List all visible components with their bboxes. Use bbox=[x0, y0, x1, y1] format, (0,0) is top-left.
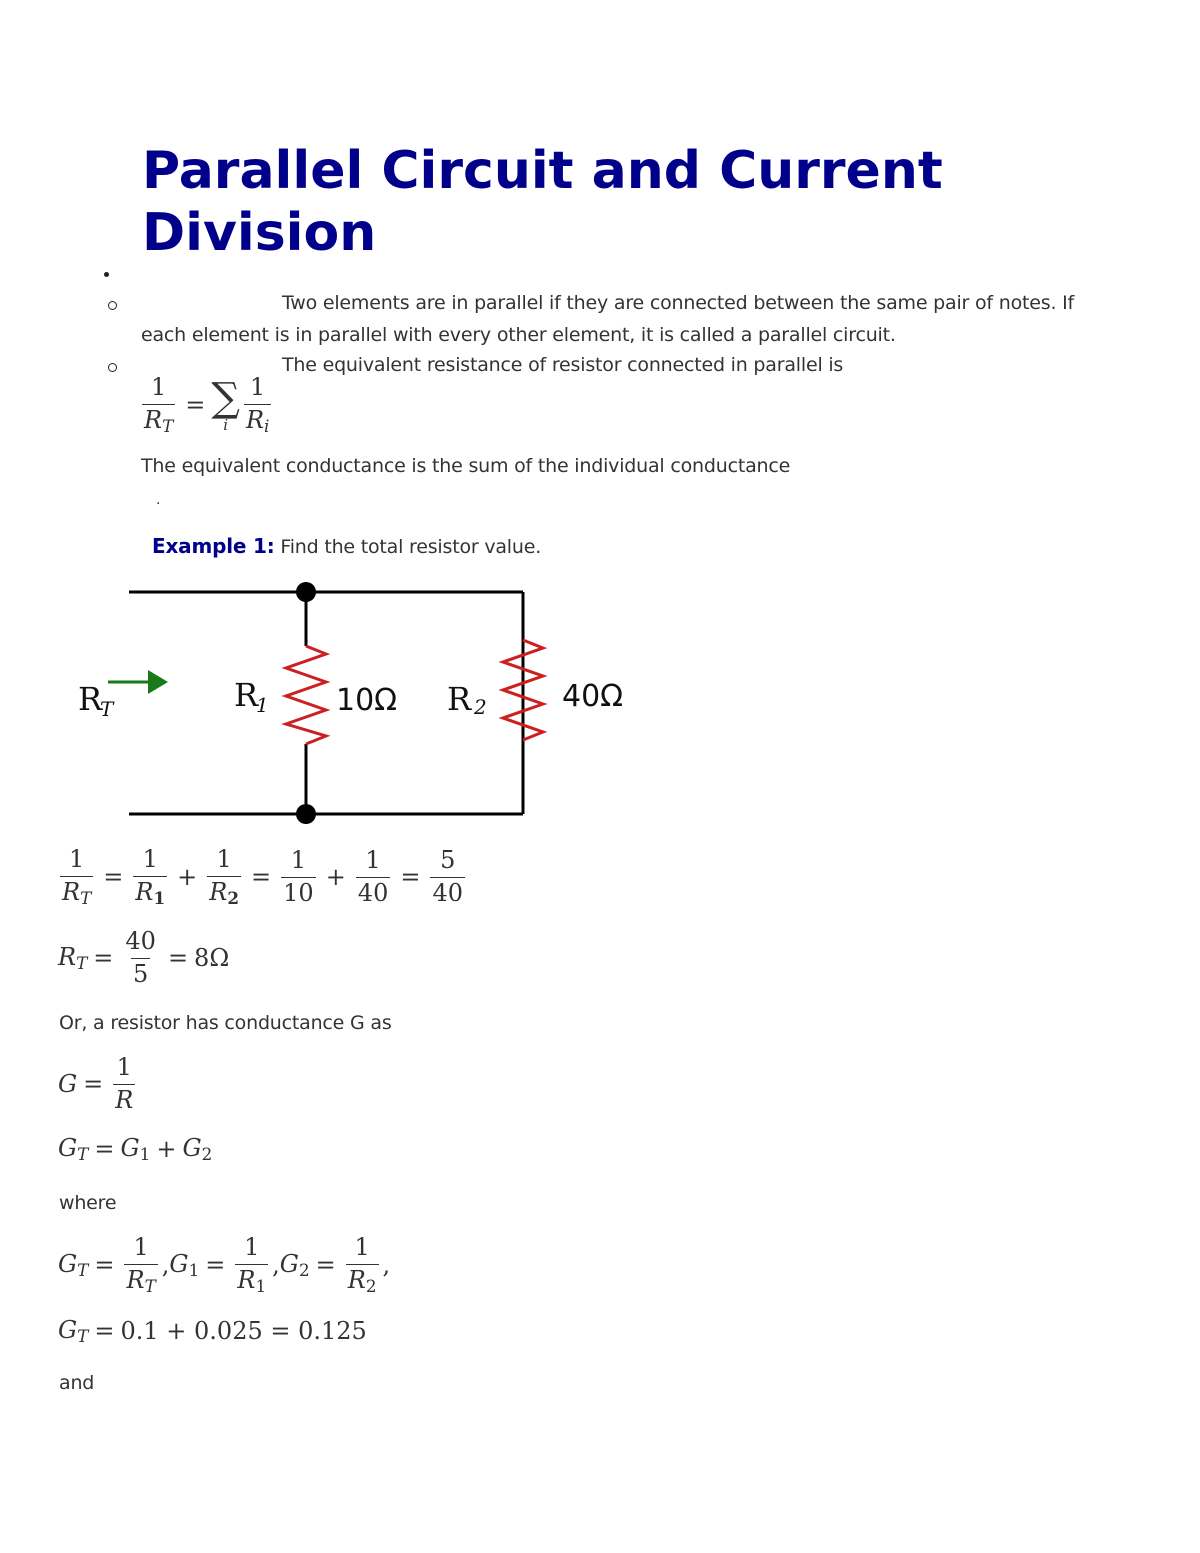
page-title: Parallel Circuit and Current Division bbox=[142, 141, 943, 263]
where-text: where bbox=[59, 1192, 117, 1214]
example-label: Example 1: bbox=[152, 534, 275, 558]
rt-result-equation: $R_T$ = $\frac{40}{5}$ = 8Ω bbox=[58, 927, 230, 988]
parallel-definition-line1: Two elements are in parallel if they are connected between the same pair of notes. If bbox=[282, 292, 1075, 314]
conductance-result-equation: $G_T$ = 0.1 + 0.025 = 0.125 bbox=[58, 1316, 367, 1347]
rt-sub: T bbox=[100, 697, 114, 721]
r2-value: 40Ω bbox=[562, 679, 624, 714]
r1-label: R bbox=[234, 676, 259, 714]
equivalent-resistance-text: The equivalent resistance of resistor connected in parallel is bbox=[282, 354, 844, 376]
rt-label: R bbox=[78, 680, 103, 718]
equivalent-conductance-text: The equivalent conductance is the sum of the individual conductance bbox=[141, 455, 791, 477]
conductance-intro: Or, a resistor has conductance G as bbox=[59, 1012, 392, 1034]
dot: . bbox=[156, 492, 161, 508]
bottom-node bbox=[296, 804, 316, 824]
and-text: and bbox=[59, 1372, 95, 1394]
r2-label: R bbox=[447, 680, 472, 718]
equivalent-resistance-formula: $\frac{1}{R_T}$ = ∑ i $\frac{1}{R_i}$ bbox=[144, 373, 270, 436]
arrow-head bbox=[148, 670, 168, 694]
r2-sub: 2 bbox=[474, 695, 487, 719]
conductance-definition: G = $\frac{1}{R}$ bbox=[58, 1053, 134, 1114]
example-text: Find the total resistor value. bbox=[274, 536, 542, 558]
parallel-circuit-diagram bbox=[60, 570, 660, 840]
total-conductance-equation: $G_T$ = $G_1$ + $G_2$ bbox=[58, 1134, 213, 1165]
conductance-terms-equation: $G_T$ = $\frac{1}{R_T}$ , $G_1$ = $\frac{1}{R_1}$ , $G_2$ = $\frac{1}{R_2}$ , bbox=[58, 1233, 391, 1296]
r1-sub: 1 bbox=[256, 693, 269, 717]
resistor-r1 bbox=[286, 646, 326, 744]
total-resistance-equation: $\frac{1}{R_T}$ = $\frac{1}{R_1}$ + $\frac{1}{R_2}$ = $\frac{1}{10}$ + $\frac{1}{40}$ = $\frac{5}{40}$ bbox=[62, 845, 463, 908]
top-node bbox=[296, 582, 316, 602]
r1-value: 10Ω bbox=[336, 683, 398, 718]
bullet-hollow bbox=[108, 301, 117, 310]
example-1 bbox=[152, 534, 541, 558]
bullet-filled bbox=[104, 272, 109, 277]
bullet-hollow bbox=[108, 363, 117, 372]
parallel-definition-line2: each element is in parallel with every other element, it is called a parallel circuit. bbox=[141, 324, 896, 346]
